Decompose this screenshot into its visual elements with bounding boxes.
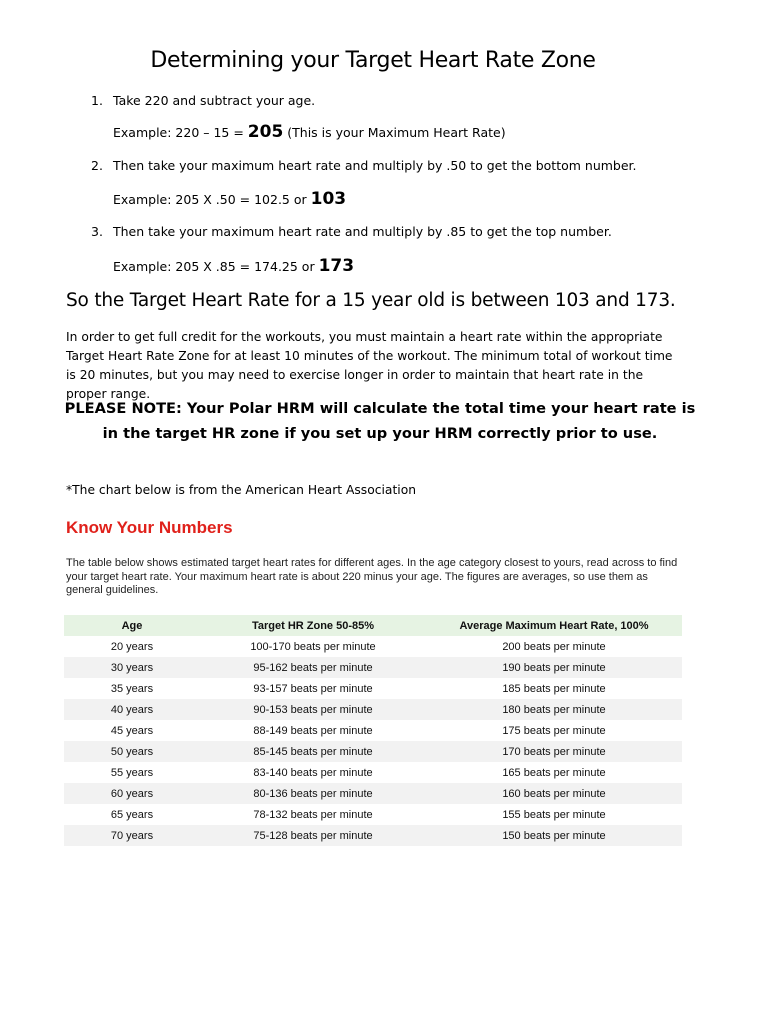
example-result: 173	[318, 256, 355, 276]
step-1	[91, 93, 315, 108]
table-header-row	[64, 615, 682, 636]
step-3	[91, 224, 612, 239]
age-cell: 65 years	[110, 808, 154, 821]
max-rate-cell: 175 beats per minute	[502, 724, 606, 737]
table-row	[64, 657, 682, 678]
step-2	[91, 158, 637, 173]
table-row	[64, 636, 682, 657]
column-header-target-zone: Target HR Zone 50-85%	[200, 615, 426, 636]
target-zone-cell: 95-162 beats per minute	[200, 657, 426, 678]
max-rate-cell: 180 beats per minute	[426, 699, 682, 720]
step-number: 1.	[91, 93, 103, 108]
table-row	[64, 783, 682, 804]
heart-rate-table	[64, 615, 682, 846]
target-zone-cell: 80-136 beats per minute	[200, 783, 426, 804]
column-header-age: Age	[64, 615, 200, 636]
step-text: Take 220 and subtract your age.	[113, 93, 316, 108]
max-rate-cell: 185 beats per minute	[502, 682, 606, 695]
credit-paragraph: In order to get full credit for the workouts, you must maintain a heart rate within the appropriate Target Heart Rate Zone for at least 10 minutes of the workout. The minimum total of workout time is 20 minutes, but you may need to exercise longer in order to maintain that heart rate in the proper range.	[66, 330, 673, 401]
step-number: 3.	[91, 224, 103, 239]
table-row	[64, 720, 682, 741]
target-zone-cell: 88-149 beats per minute	[253, 724, 373, 737]
target-zone-cell: 100-170 beats per minute	[250, 640, 376, 653]
target-zone-cell: 83-140 beats per minute	[253, 766, 373, 779]
step-text: Then take your maximum heart rate and multiply by .50 to get the bottom number.	[113, 158, 637, 173]
table-row	[64, 678, 682, 699]
max-rate-cell: 165 beats per minute	[502, 766, 606, 779]
max-rate-cell: 160 beats per minute	[426, 783, 682, 804]
age-cell: 20 years	[110, 640, 154, 653]
age-cell: 30 years	[64, 657, 200, 678]
step-3-example	[113, 256, 354, 276]
example-prefix: Example: 205 X .85 = 174.25 or	[113, 259, 319, 274]
step-text: Then take your maximum heart rate and multiply by .85 to get the top number.	[113, 224, 612, 239]
table-row	[64, 762, 682, 783]
example-prefix: Example: 205 X .50 = 102.5 or	[113, 192, 311, 207]
age-cell: 55 years	[110, 766, 154, 779]
polar-hrm-note: PLEASE NOTE: Your Polar HRM will calculate the total time your heart rate is in the target HR zone if you set up your HRM correctly prior to use.	[64, 400, 696, 442]
example-suffix: (This is your Maximum Heart Rate)	[283, 125, 506, 140]
table-row	[64, 699, 682, 720]
source-note: *The chart below is from the American Heart Association	[66, 483, 417, 497]
summary-statement: So the Target Heart Rate for a 15 year old is between 103 and 173.	[66, 290, 676, 311]
target-zone-cell: 90-153 beats per minute	[200, 699, 426, 720]
step-number: 2.	[91, 158, 103, 173]
example-result: 205	[247, 122, 284, 142]
table-row	[64, 825, 682, 846]
table-row	[64, 741, 682, 762]
max-rate-cell: 200 beats per minute	[502, 640, 606, 653]
step-1-example	[113, 122, 506, 142]
age-cell: 70 years	[64, 825, 200, 846]
page-title: Determining your Target Heart Rate Zone	[150, 48, 596, 73]
age-cell: 45 years	[110, 724, 154, 737]
target-zone-cell: 85-145 beats per minute	[200, 741, 426, 762]
table-intro: The table below shows estimated target heart rates for different ages. In the age category closest to yours, read across to find your target heart rate. Your maximum heart rate is about 220 minus your age. The figures are averages, so use them as general guidelines.	[66, 557, 678, 596]
max-rate-cell: 190 beats per minute	[426, 657, 682, 678]
example-prefix: Example: 220 – 15 =	[113, 125, 248, 140]
max-rate-cell: 150 beats per minute	[426, 825, 682, 846]
section-heading: Know Your Numbers	[66, 518, 233, 537]
age-cell: 35 years	[110, 682, 154, 695]
age-cell: 50 years	[64, 741, 200, 762]
target-zone-cell: 78-132 beats per minute	[253, 808, 373, 821]
age-cell: 40 years	[64, 699, 200, 720]
age-cell: 60 years	[64, 783, 200, 804]
table-body	[64, 636, 682, 846]
target-zone-cell: 93-157 beats per minute	[253, 682, 373, 695]
target-zone-cell: 75-128 beats per minute	[200, 825, 426, 846]
max-rate-cell: 170 beats per minute	[426, 741, 682, 762]
max-rate-cell: 155 beats per minute	[502, 808, 606, 821]
step-2-example	[113, 189, 346, 209]
example-result: 103	[310, 189, 347, 209]
table-row	[64, 804, 682, 825]
column-header-max-rate: Average Maximum Heart Rate, 100%	[426, 615, 682, 636]
